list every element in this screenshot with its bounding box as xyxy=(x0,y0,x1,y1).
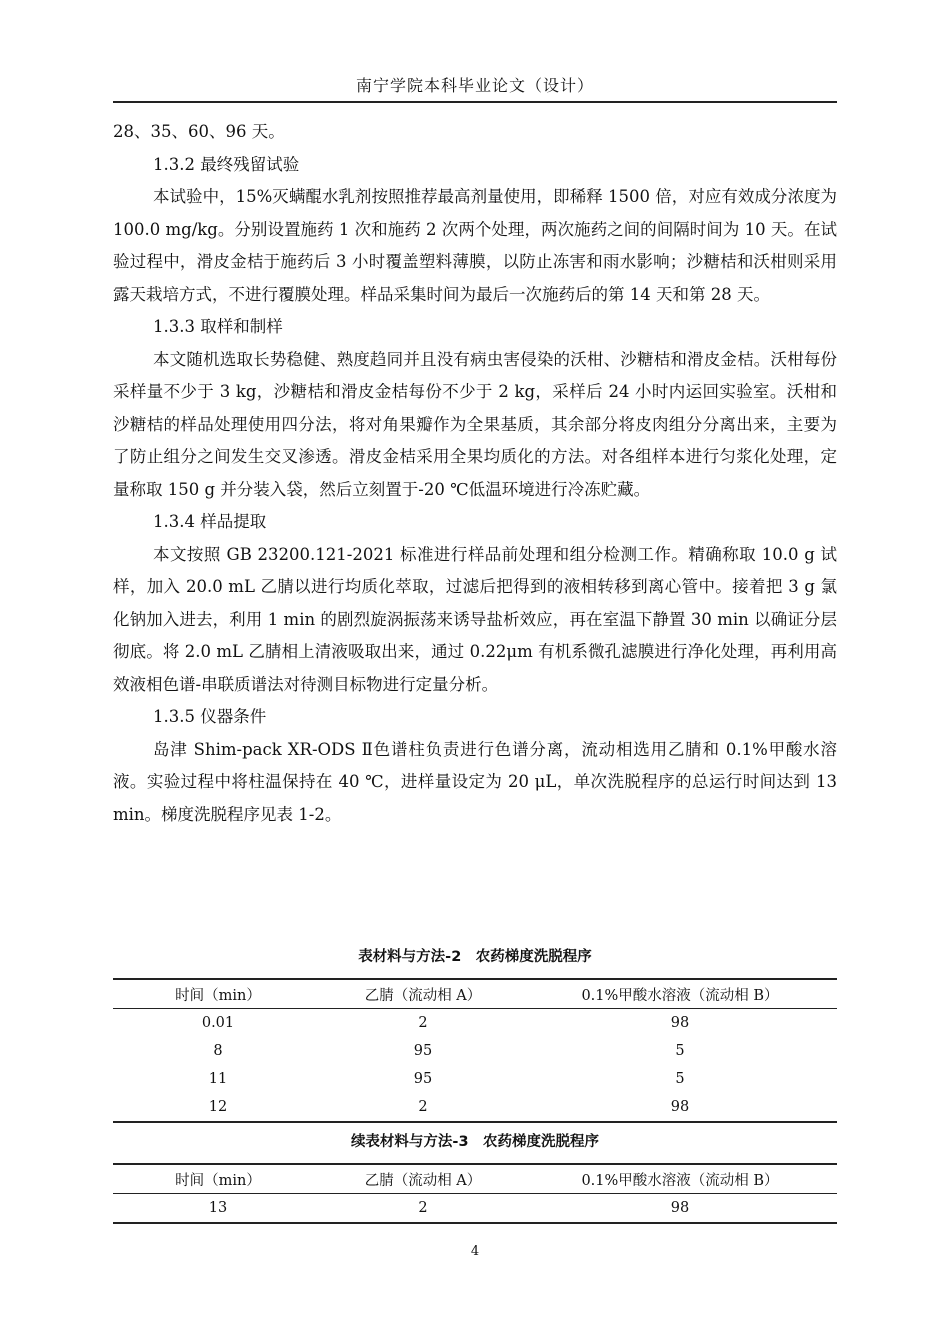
body-text xyxy=(113,116,837,831)
table-cell: 12 xyxy=(208,1099,228,1115)
table-cell: 98 xyxy=(670,1200,690,1216)
table-gradient-elution-continued xyxy=(113,1127,837,1224)
header-rule xyxy=(113,101,837,103)
table-cell: 2 xyxy=(418,1200,428,1216)
column-header-formic-acid: 0.1%甲酸水溶液（流动相 B） xyxy=(581,1172,779,1189)
column-header-formic-acid: 0.1%甲酸水溶液（流动相 B） xyxy=(581,987,779,1004)
table-cell: 0.01 xyxy=(201,1015,235,1031)
column-header-time: 时间（min） xyxy=(175,987,261,1004)
table-cell: 5 xyxy=(675,1043,685,1059)
page-header-title: 南宁学院本科毕业论文（设计） xyxy=(355,76,594,95)
table-cell: 13 xyxy=(208,1200,228,1216)
table-caption-continued: 续表材料与方法-3 农药梯度洗脱程序 xyxy=(350,1134,600,1150)
table-row xyxy=(113,1009,837,1038)
table-cell: 5 xyxy=(675,1071,685,1087)
paragraph-extraction: 本文按照 GB 23200.121-2021 标准进行样品前处理和组分检测工作。精确称取 10.0 g 试样，加入 20.0 mL 乙腈以进行均质化萃取，过滤后把得到的液相转移到离心管中。接着把 3 g 氯化钠加入进去，利用 1 min 的剧烈旋涡振荡来诱导盐析效应，再在室温下静置 30 min 以确证分层彻底。将 2.0 mL 乙腈相上清液吸取出来，通过 0.22μm 有机系微孔滤膜进行净化处理，再利用高效液相色谱-串联质谱法对待测目标物进行定量分析。 xyxy=(113,544,837,694)
gradient-table-continued xyxy=(113,1163,837,1224)
table-cell: 98 xyxy=(670,1015,690,1031)
section-heading-1-3-2: 1.3.2 最终残留试验 xyxy=(153,154,300,174)
section-heading-1-3-5: 1.3.5 仪器条件 xyxy=(153,707,267,726)
table-cell: 98 xyxy=(670,1099,690,1115)
table-caption: 表材料与方法-2 农药梯度洗脱程序 xyxy=(358,949,592,965)
column-header-acetonitrile: 乙腈（流动相 A） xyxy=(364,1172,482,1189)
table-cell: 8 xyxy=(213,1043,223,1059)
table-cell: 11 xyxy=(208,1071,228,1087)
table-cell: 95 xyxy=(413,1043,433,1059)
table-row xyxy=(113,1065,837,1093)
paragraph-continuation: 28、35、60、96 天。 xyxy=(113,122,285,141)
table-gradient-elution xyxy=(113,942,837,1123)
table-cell: 95 xyxy=(413,1071,433,1087)
table-row xyxy=(113,1194,837,1224)
column-header-acetonitrile: 乙腈（流动相 A） xyxy=(364,987,482,1004)
table-cell: 2 xyxy=(418,1015,428,1031)
table-header-row xyxy=(113,979,837,1009)
table-cell: 2 xyxy=(418,1099,428,1115)
section-heading-1-3-3: 1.3.3 取样和制样 xyxy=(153,317,283,336)
column-header-time: 时间（min） xyxy=(175,1172,261,1189)
paragraph-sampling: 本文随机选取长势稳健、熟度趋同并且没有病虫害侵染的沃柑、沙糖桔和滑皮金桔。沃柑每份采样量不少于 3 kg，沙糖桔和滑皮金桔每份不少于 2 kg，采样后 24 小时内运回实验室。沃柑和沙糖桔的样品处理使用四分法，将对角果瓣作为全果基质，其余部分将皮肉组分分离出来，主要为了防止组分之间发生交叉渗透。滑皮金桔采用全果均质化的方法。对各组样本进行匀浆化处理，定量称取 150 g 并分装入袋，然后立刻置于-20 ℃低温环境进行冷冻贮藏。 xyxy=(113,349,837,499)
table-row xyxy=(113,1093,837,1122)
section-heading-1-3-4: 1.3.4 样品提取 xyxy=(153,512,267,531)
paragraph-instrument-conditions: 岛津 Shim-pack XR-ODS Ⅱ色谱柱负责进行色谱分离，流动相选用乙腈和 0.1%甲酸水溶液。实验过程中将柱温保持在 40 ℃，进样量设定为 20 μL，单次洗脱程序的总运行时间达到 13 min。梯度洗脱程序见表 1-2。 xyxy=(113,739,837,824)
page-number: 4 xyxy=(470,1244,480,1259)
table-header-row xyxy=(113,1164,837,1194)
paragraph-final-residue-test: 本试验中，15%灭螨醌水乳剂按照推荐最高剂量使用，即稀释 1500 倍，对应有效成分浓度为 100.0 mg/kg。分别设置施药 1 次和施药 2 次两个处理，两次施药之间的间隔时间为 10 天。在试验过程中，滑皮金桔于施药后 3 小时覆盖塑料薄膜，以防止冻害和雨水影响；沙糖桔和沃柑则采用露天栽培方式，不进行覆膜处理。样品采集时间为最后一次施药后的第 14 天和第 28 天。 xyxy=(113,187,837,304)
table-row xyxy=(113,1037,837,1065)
gradient-table xyxy=(113,978,837,1123)
